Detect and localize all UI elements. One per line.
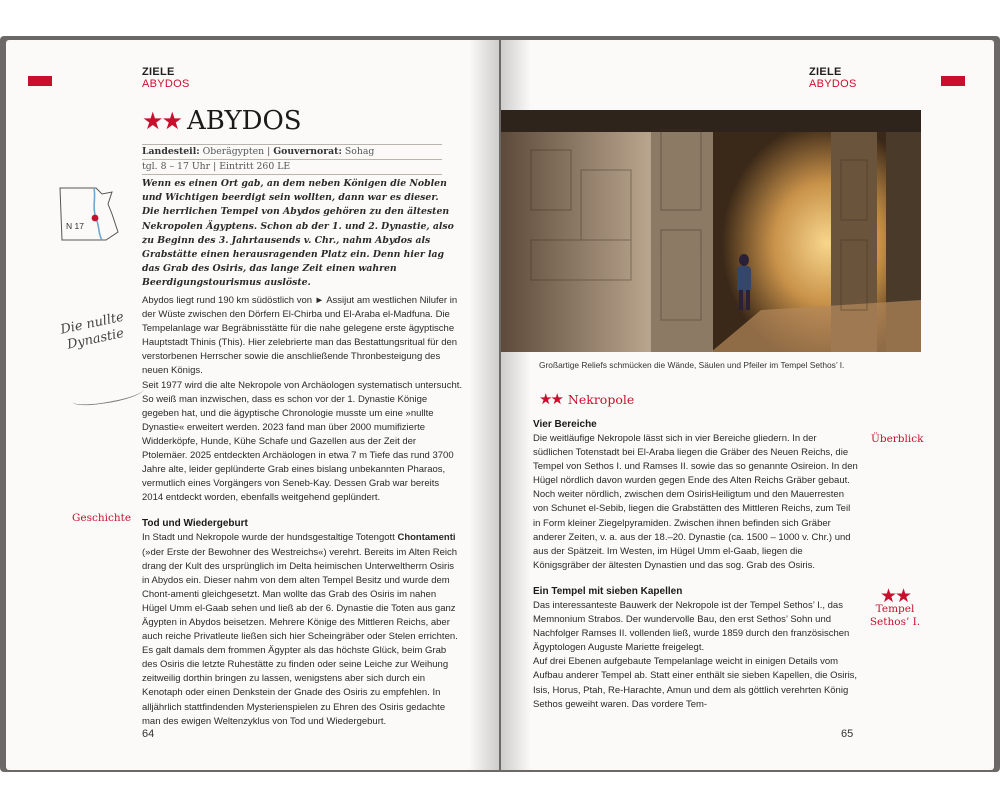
- page-title: [142, 106, 302, 136]
- paragraph-sethos: Das interessanteste Bauwerk der Nekropole ist der Tempel Sethos’ I., das Memnonium Strabos. Der wundervolle Bau, den erst Sethos’ Sohn und Nachfolger Ramses II. vollenden ließ, wurde 1859 durch den französischen Ägyptologen Auguste Mariette freigelegt.: [533, 599, 850, 654]
- page-number: 64: [142, 728, 155, 740]
- margin-note-text: Tempel Sethos’ I.: [869, 603, 921, 628]
- left-page: [6, 40, 499, 770]
- handwritten-note: Die nullte Dynastie: [59, 309, 126, 353]
- gouvernorat-value: Sohag: [344, 146, 375, 157]
- margin-note-ueberblick: Überblick: [871, 433, 924, 445]
- paragraph-intro: Abydos liegt rund 190 km südöstlich von ► Assijut am westlichen Nilufer in der Wüste zwischen den Dörfern El-Chirba und El-Araba el-Madfuna. Die Tempelanlage war Begräbnisstätte für die nahe gelegene erste ägyptische Hauptstadt Thinis (This). Hier zelebrierte man das Bestattungsritual für den verstorbenen Herrscher sowie die anschließende Thronbesteigung des neuen Königs.: [142, 295, 458, 377]
- paragraph-overview: Die weitläufige Nekropole lässt sich in vier Bereiche gliedern. In der südlichen Totenstadt bei El-Araba liegen die Gräber des Neuen Reichs, die Tempel von Sethos I. und Ramses II. sowie das so genannte Osireion. In den Hügel nördlich davon wurden gegen Ende des Alten Reichs Gräber gebaut. Noch weiter nördlich, zwischen dem OsirisHeiligtum und den Mauerresten von Schunet el-Sebib, liegen die Grabstätten des Mittleren Reichs, zum Teil in Form kleiner Ziegelpyramiden. Zwischen ihnen befinden sich Gräber anderer Zeiten, v. a. aus der 18.–20. Dynastie (ca. 1500 – 1000 v. Chr.) und aus der Spätzeit. Im Westen, im Hügel Umm el-Gaab, liegen die Königsgräber der ältesten Dynastien und das sog. Grab des Osiris.: [533, 433, 858, 571]
- bold-term: Chontamenti: [397, 532, 456, 544]
- title-text: ABYDOS: [187, 106, 302, 136]
- section-heading-nekropole: [539, 390, 634, 408]
- temple-photo: [501, 110, 921, 352]
- handwritten-underline: [71, 383, 144, 408]
- landesteil-value: Oberägypten: [202, 146, 265, 157]
- lead-paragraph: Wenn es einen Ort gab, an dem neben Königen die Noblen und Wichtigen beerdigt sein wollten, dann war es dieser. Die herrlichen Tempel von Abydos gehören zu den ältesten Nekropolen Ägyptens. Schon ab der 1. und 2. Dynastie, also zu Beginn des 3. Jahrtausends v. Chr., nahm Abydos als Grabstätte einen herausragenden Platz ein. Denn hier lag das Grab des Osiris, das lange Zeit einen wahren Beerdigungstourismus auslöste.: [142, 178, 454, 289]
- chapter-tab-marker: [941, 76, 965, 86]
- paragraph-history: In Stadt und Nekropole wurde der hundsgestaltige Totengott Chontamenti (»der Erste der Bewohner des Westreichs«) verehrt. Bereits im Alten Reich drang der Kult des ursprünglich im Delta heimischen Unterweltherrn Osiris in Abydos ein. Dieser nahm von dem alten Tempel Besitz und wurde dem Chont-amenti gleichgesetzt. Man wollte das Grab des Osiris im nahen Hügel Umm el-Gaab sehen und ließ ab der 6. Dynastie die Toten aus ganz Ägypten in Abydos beisetzen. Mehrere Könige des Mittleren Reichs, aber auch reiche Privatleute ließen sich hier Scheingräber oder Stelen errichten. Es galt damals dem frommen Ägypter als das höchste Glück, beim Grab des Osiris die letzte Ruhestätte zu finden oder seine Leiche zur Weihung zeitweilig dorthin bringen zu lassen, wenigstens aber sich durch ein Kenotaph oder einen Denkstein der Gnade des Osiris zu empfehlen. In alljährlich stattfindenden Mysterienspielen zu Ehren des Osiris gedachte man des ewigen Weltenzyklus von Tod und Wiedergeburt.: [142, 532, 458, 727]
- locator-map-icon: [56, 184, 122, 244]
- margin-note-tempel: [863, 585, 927, 629]
- separator: |: [267, 146, 271, 157]
- right-page: [501, 40, 994, 770]
- opening-hours: tgl. 8 – 17 Uhr: [142, 161, 211, 172]
- entry-fee: Eintritt 260 LE: [219, 161, 291, 172]
- body-text: [533, 418, 859, 712]
- running-head-kicker: ZIELE: [142, 66, 175, 78]
- page-number: 65: [841, 728, 854, 740]
- running-head-sub: ABYDOS: [142, 78, 190, 90]
- paragraph-structure: Auf drei Ebenen aufgebaute Tempelanlage weicht in einigen Details vom Aufbau anderer Tempel ab. Statt einer enthält sie sieben Kapellen, die Osiris, Isis, Horus, Ptah, Re-Harachte, Amun und dem als göttlich verehrten König Sethos geweiht waren. Das vordere Tem-: [533, 656, 858, 710]
- section-title: Nekropole: [567, 392, 635, 407]
- body-text: [142, 294, 462, 729]
- separator: |: [213, 161, 217, 172]
- gutter-shadow: [469, 40, 499, 770]
- rating-stars: ★★: [879, 585, 911, 607]
- chapter-tab-marker: [28, 76, 52, 86]
- running-head-sub: ABYDOS: [809, 78, 857, 90]
- fact-box: [142, 144, 442, 175]
- paragraph-archaeology: Seit 1977 wird die alte Nekropole von Archäologen systematisch untersucht. So weiß man inzwischen, dass es schon vor der 1. Dynastie Könige gegeben hat, und die ägyptische Chronologie musste um eine »nullte Dynastie« erweitert werden. 2023 fand man über 2000 mumifizierte Widderköpfe, Hunde, Kühe Schafe und Gazellen aus der Zeit der Ptolemäer. 2025 entdeckten Archäologen in etwa 7 m Tiefe das rund 3700 Jahre alte, leider geplünderte Grab eines bislang unbekannten Pharaos, vermutlich eines Vorgängers von Seneb-Kay. Dessen Grab war bereits 2014 entdeckt worden, ebenfalls weitgehend geplündert.: [142, 379, 463, 504]
- subheading-tod: Tod und Wiedergeburt: [142, 518, 248, 530]
- margin-note-geschichte: Geschichte: [72, 512, 132, 524]
- photo-caption: Großartige Reliefs schmücken die Wände, Säulen und Pfeiler im Tempel Sethos’ I.: [539, 360, 845, 370]
- running-head-kicker: ZIELE: [809, 66, 842, 78]
- rating-stars: ★★: [142, 107, 182, 135]
- landesteil-label: Landesteil:: [142, 146, 200, 157]
- subheading-tempel: Ein Tempel mit sieben Kapellen: [533, 585, 683, 597]
- rating-stars: ★★: [539, 390, 562, 408]
- location-marker: [92, 215, 99, 222]
- map-label: N 17: [66, 221, 84, 231]
- gouvernorat-label: Gouvernorat:: [273, 146, 342, 157]
- subheading-vier-bereiche: Vier Bereiche: [533, 419, 597, 430]
